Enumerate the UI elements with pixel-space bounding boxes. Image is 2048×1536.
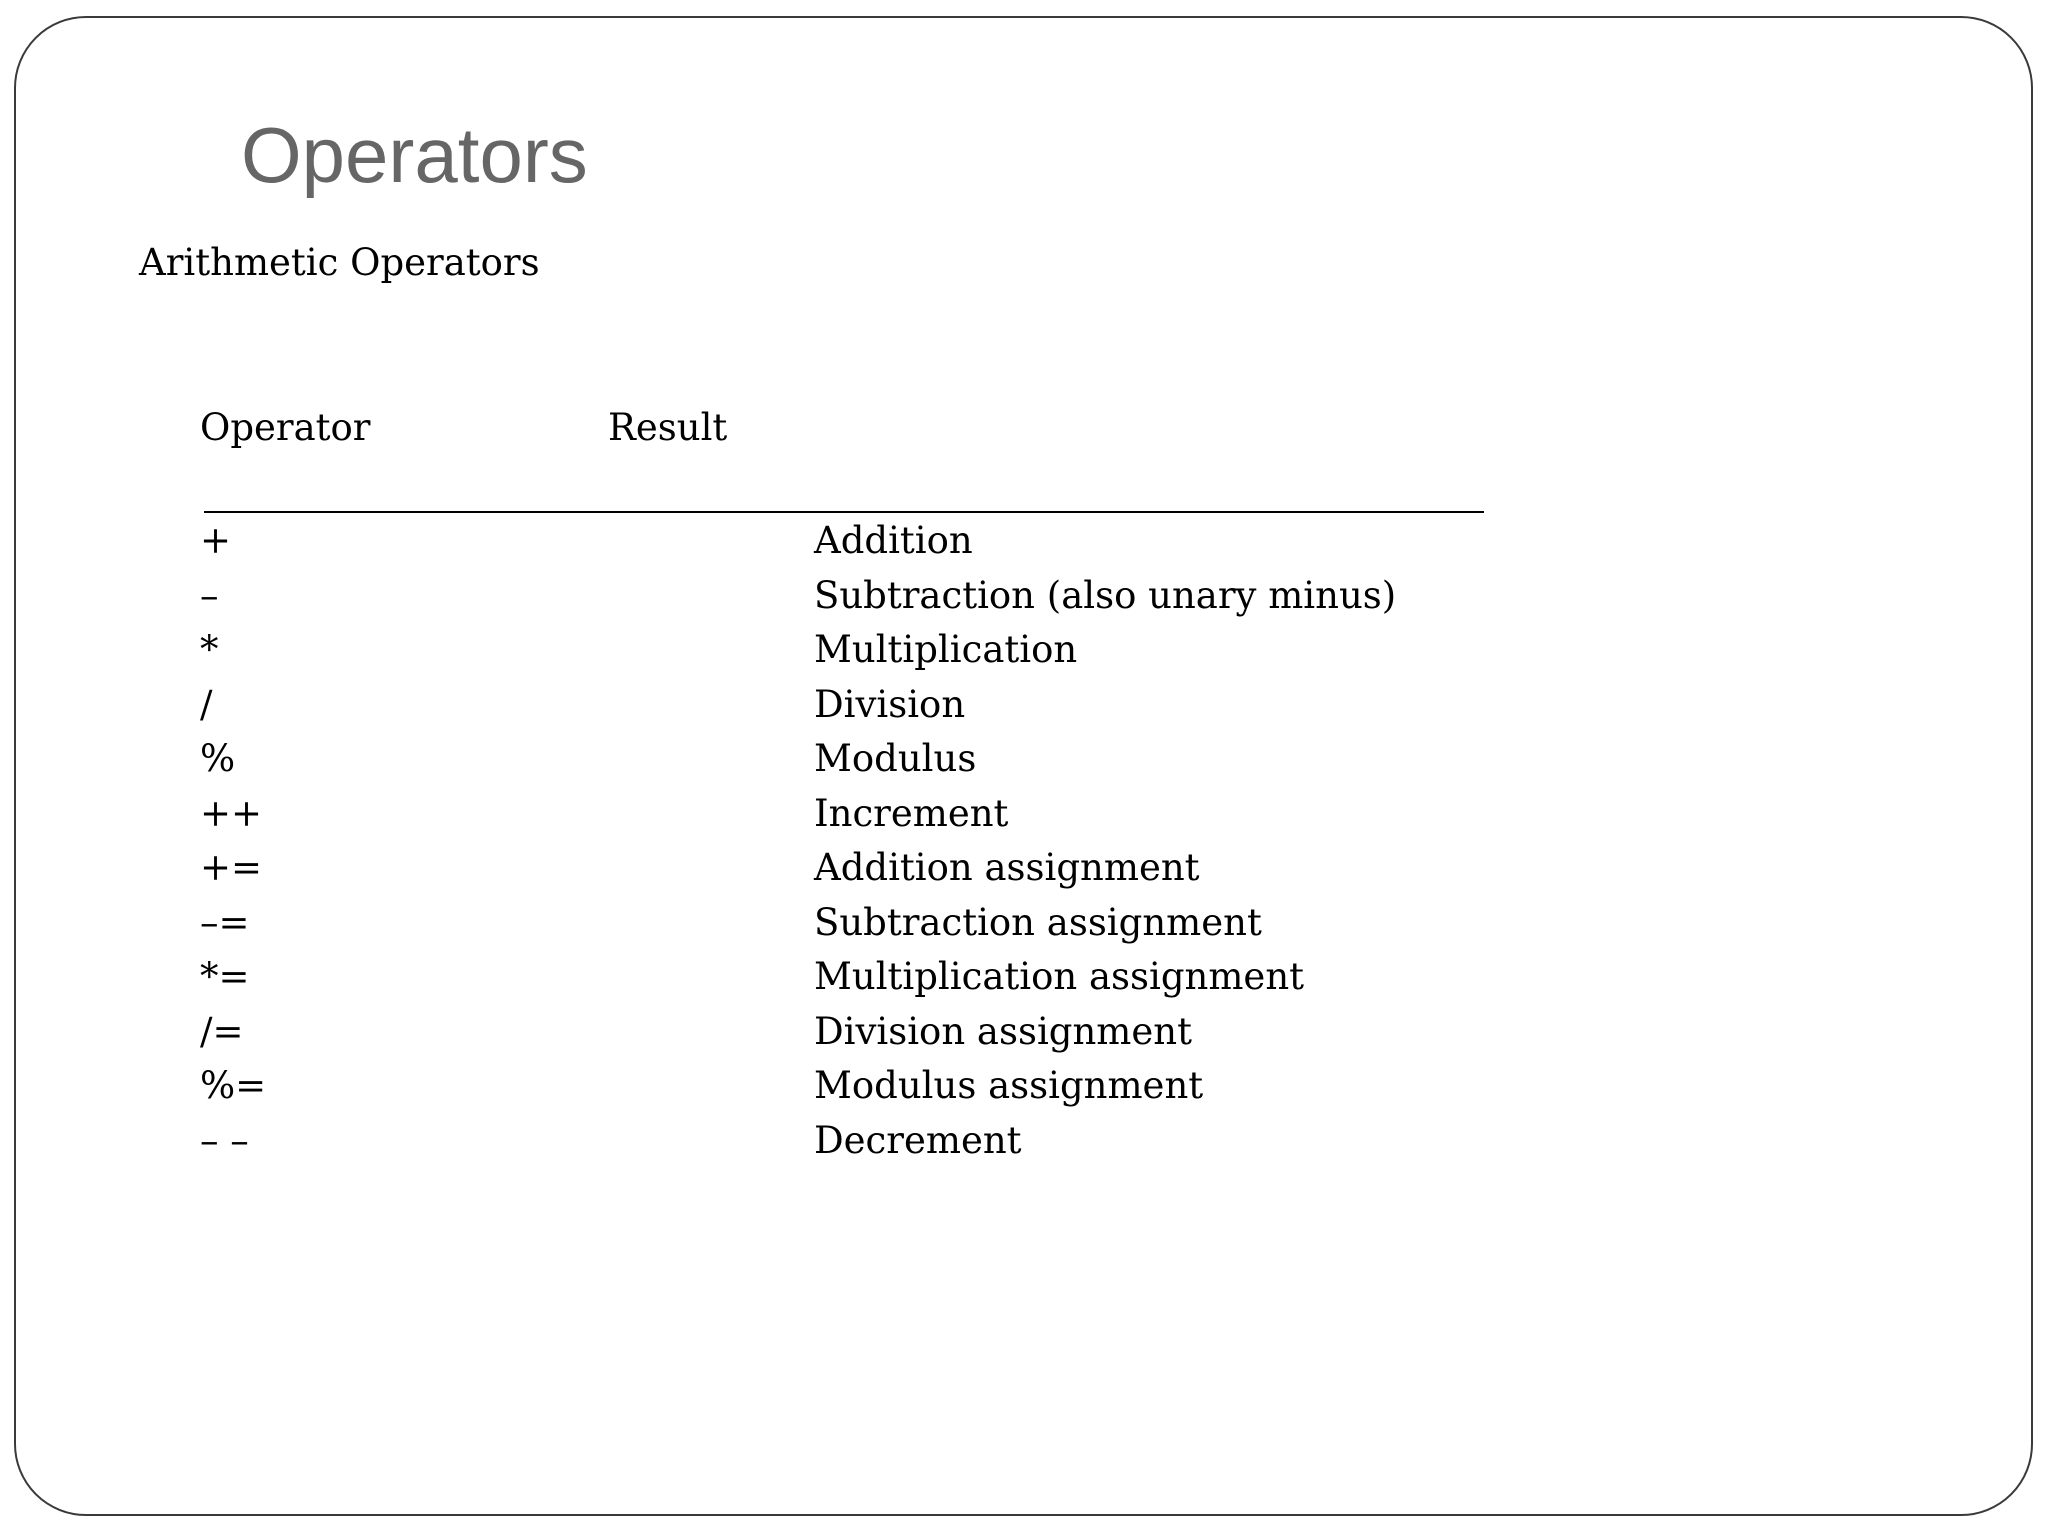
operator-cell: /= — [200, 1009, 244, 1053]
result-cell: Decrement — [814, 1118, 1022, 1162]
operator-cell: – — [200, 573, 219, 617]
result-cell: Modulus assignment — [814, 1064, 1204, 1107]
operator-cell: –= — [200, 900, 250, 944]
operator-cell: + — [200, 519, 232, 562]
operator-cell: % — [200, 737, 236, 780]
slide-frame — [14, 16, 2033, 1516]
header-divider — [204, 511, 1484, 513]
operator-cell: / — [200, 682, 213, 726]
table-row — [200, 900, 1500, 955]
result-cell: Multiplication — [814, 628, 1078, 671]
table-row — [200, 791, 1500, 846]
operator-cell: *= — [200, 955, 250, 998]
operator-cell: ++ — [200, 791, 263, 835]
operator-cell: * — [200, 628, 219, 671]
table-row — [200, 1118, 1500, 1173]
section-heading: Arithmetic Operators — [139, 241, 540, 284]
operator-table — [200, 518, 1500, 1172]
operator-cell: %= — [200, 1064, 267, 1107]
table-row — [200, 1009, 1500, 1064]
result-cell: Modulus — [814, 737, 977, 780]
table-row — [200, 682, 1500, 737]
table-row — [200, 1063, 1500, 1118]
result-cell: Increment — [814, 791, 1009, 835]
result-cell: Addition — [814, 519, 973, 562]
result-cell: Division — [814, 682, 966, 726]
table-row — [200, 736, 1500, 791]
result-cell: Multiplication assignment — [814, 955, 1305, 998]
table-row — [200, 627, 1500, 682]
result-cell: Division assignment — [814, 1009, 1192, 1053]
column-header-result: Result — [608, 406, 728, 449]
result-cell: Subtraction assignment — [814, 900, 1262, 944]
table-row — [200, 518, 1500, 573]
result-cell: Subtraction (also unary minus) — [814, 573, 1397, 617]
result-cell: Addition assignment — [814, 846, 1200, 889]
slide-title: Operators — [241, 111, 588, 199]
operator-cell: += — [200, 846, 263, 889]
operator-cell: – – — [200, 1118, 249, 1162]
column-header-operator: Operator — [200, 406, 371, 449]
table-row — [200, 954, 1500, 1009]
table-row — [200, 845, 1500, 900]
table-row — [200, 573, 1500, 628]
